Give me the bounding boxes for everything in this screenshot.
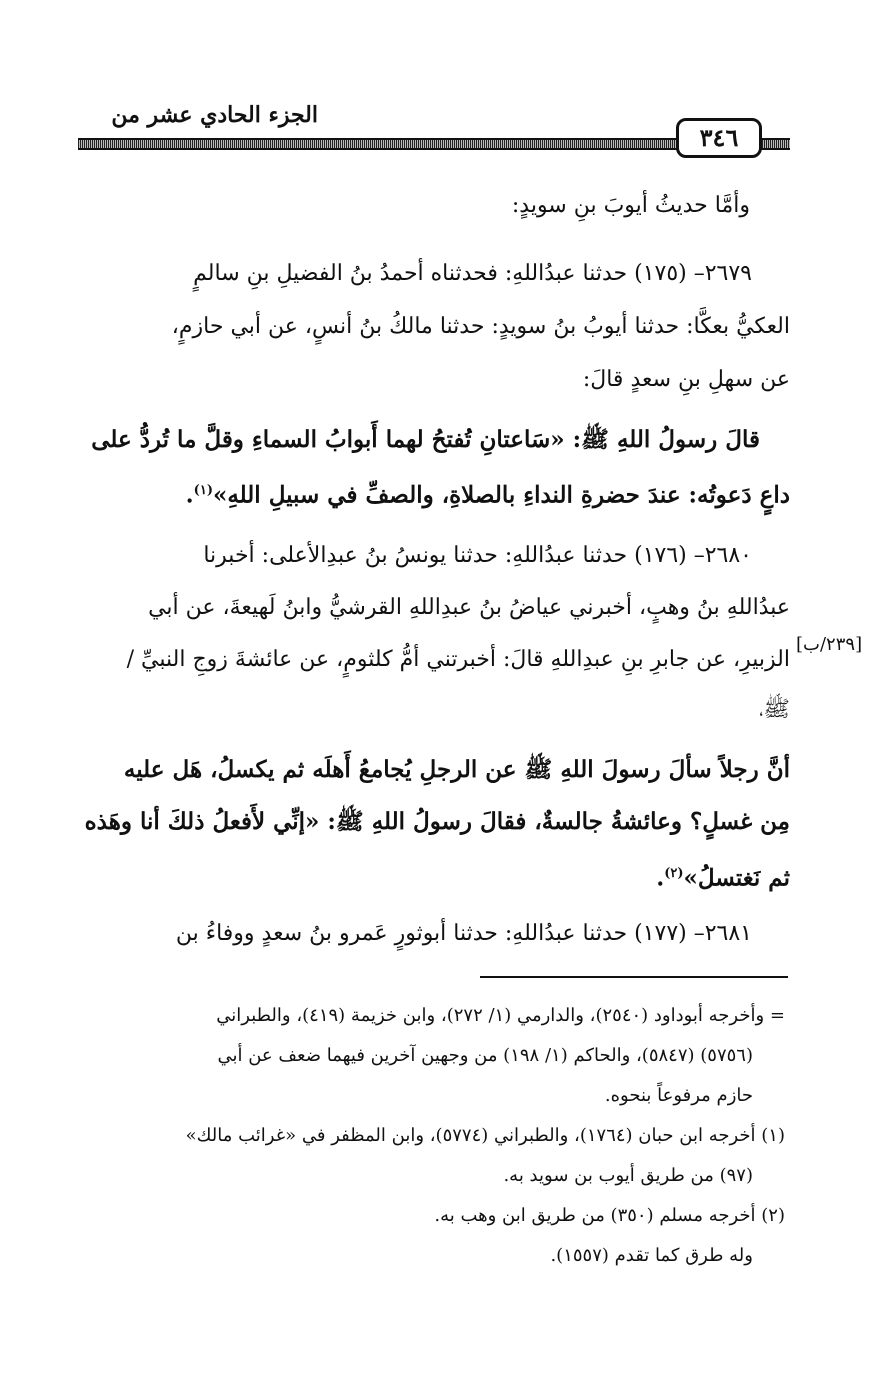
footnote-ref: (١) xyxy=(193,483,213,498)
text-line: وأمَّا حديثُ أيوبَ بنِ سويدٍ: xyxy=(511,193,750,218)
hadith-number-line: ٢٦٨١– (١٧٧) حدثنا عبدُاللهِ: حدثنا أبوثورٍ عَمرو بنُ سعدٍ ووفاءُ بن xyxy=(175,921,752,946)
text-line: عن سهلِ بنِ سعدٍ قالَ: xyxy=(582,367,790,392)
footnote-line: = وأخرجه أبوداود (٢٥٤٠)، والدارمي (١/ ٢٧٢)، وابن خزيمة (٤١٩)، والطبراني xyxy=(216,1005,785,1026)
running-title: الجزء الحادي عشر من xyxy=(111,102,318,128)
hadith-number-line: ٢٦٧٩– (١٧٥) حدثنا عبدُاللهِ: فحدثناه أحمدُ بنُ الفضيلِ بنِ سالمٍ xyxy=(193,261,752,286)
main-text xyxy=(78,180,790,960)
footnote-line: حازم مرفوعاً بنحوه. xyxy=(604,1085,753,1106)
footnote-line: (٥٧٥٦) (٥٨٤٧)، والحاكم (١/ ١٩٨) من وجهين آخرين فيهما ضعف عن أبي xyxy=(217,1045,753,1066)
hadith-number-line: ٢٦٨٠– (١٧٦) حدثنا عبدُاللهِ: حدثنا يونسُ بنُ عبدِالأعلى: أخبرنا xyxy=(203,543,752,568)
period: . xyxy=(185,481,194,509)
page-number: ٣٤٦ xyxy=(676,118,762,158)
footnote-separator xyxy=(480,976,788,978)
footnote-ref: (٢) xyxy=(664,866,684,881)
footnote-line: وله طرق كما تقدم (١٥٥٧). xyxy=(550,1245,753,1266)
footnote-line: (١) أخرجه ابن حبان (١٧٦٤)، والطبراني (٥٧٧٤)، وابن المظفر في «غرائب مالك» xyxy=(185,1125,785,1146)
hadith-text: ثم نَغتسلُ» xyxy=(683,864,790,892)
hadith-text-line: قالَ رسولُ اللهِ ﷺ: «سَاعتانِ تُفتحُ لهما أَبوابُ السماءِ وقلَّ ما تُردُّ على xyxy=(91,426,760,453)
manuscript-folio-note: [٢٣٩/ب] xyxy=(796,634,863,655)
hadith-text-line xyxy=(656,848,790,900)
text-line: العكيُّ بعكَّا: حدثنا أيوبُ بنُ سويدٍ: حدثنا مالكُ بنُ أنسٍ، عن أبي حازمٍ، xyxy=(171,314,790,339)
hadith-text-line: مِن غسلٍ؟ وعائشةُ جالسةٌ، فقالَ رسولُ اللهِ ﷺ: «إنِّي لأَفعلُ ذلكَ أنا وهَذه xyxy=(84,808,790,835)
hadith-text: داعٍ دَعوتُه: عندَ حضرةِ النداءِ بالصلاةِ، والصفِّ في سبيلِ اللهِ» xyxy=(212,481,790,509)
text-line: ﷺ، xyxy=(759,697,790,722)
hadith-text-line: أنَّ رجلاً سألَ رسولَ اللهِ ﷺ عن الرجلِ يُجامعُ أَهلَه ثم يكسلُ، هَل عليه xyxy=(123,756,790,783)
page-header xyxy=(78,100,790,162)
hadith-text-line xyxy=(186,465,790,517)
period: . xyxy=(656,864,665,892)
text-line: الزبيرِ، عن جابرِ بنِ عبدِاللهِ قالَ: أخبرتني أمُّ كلثومٍ، عن عائشةَ زوجِ النبيِّ / xyxy=(126,647,790,672)
footnote-line: (٢) أخرجه مسلم (٣٥٠) من طريق ابن وهب به. xyxy=(434,1205,785,1226)
footnote-line: (٩٧) من طريق أيوب بن سويد به. xyxy=(503,1165,753,1186)
text-line: عبدُاللهِ بنُ وهبٍ، أخبرني عياضُ بنُ عبدِاللهِ القرشيُّ وابنُ لَهيعةَ، عن أبي xyxy=(148,595,790,620)
